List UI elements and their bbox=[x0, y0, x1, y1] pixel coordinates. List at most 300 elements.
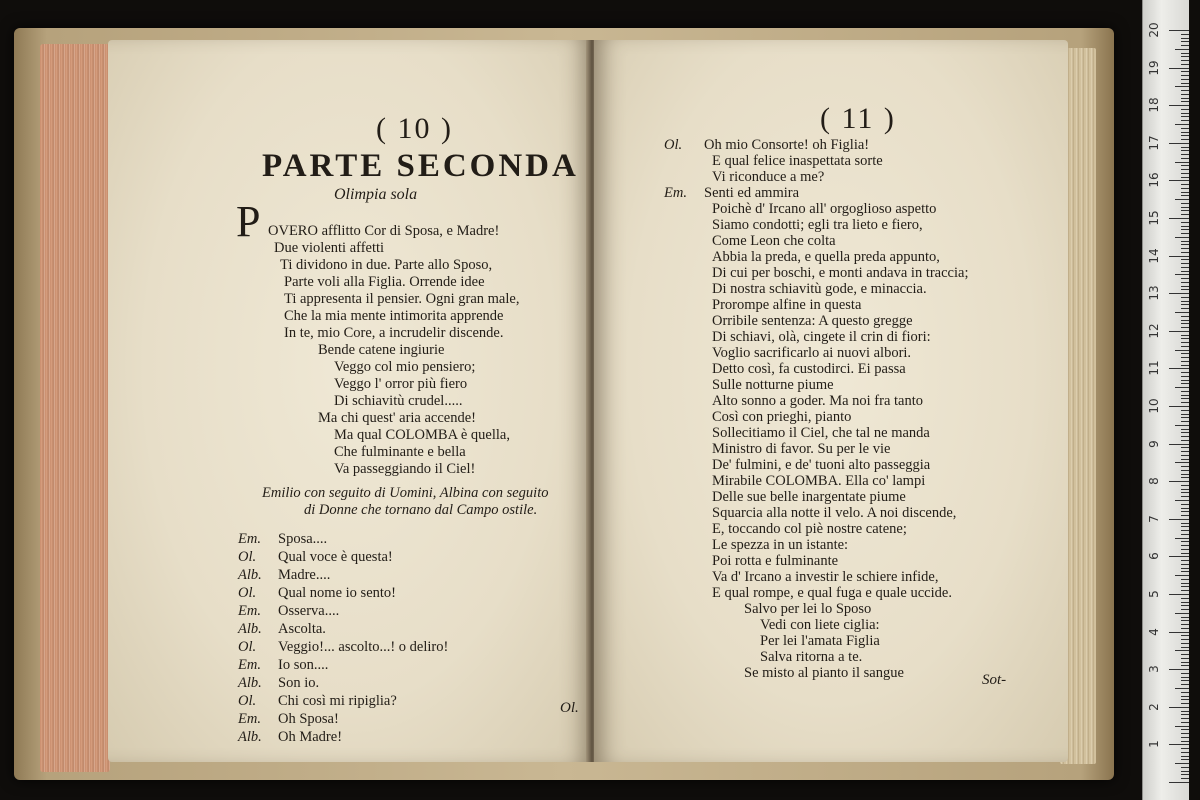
ruler-tick bbox=[1181, 195, 1189, 196]
ruler-tick bbox=[1181, 45, 1189, 46]
left-page bbox=[108, 40, 591, 762]
ruler-tick bbox=[1175, 575, 1189, 576]
ruler-tick bbox=[1181, 372, 1189, 373]
verse-line: Delle sue belle inargentate piume bbox=[712, 489, 906, 505]
ruler-tick bbox=[1181, 436, 1189, 437]
ruler-tick bbox=[1169, 444, 1189, 445]
dialogue-line bbox=[238, 622, 326, 637]
ruler-tick bbox=[1181, 759, 1189, 760]
ruler-tick bbox=[1181, 383, 1189, 384]
verse-line: Bende catene ingiurie bbox=[318, 342, 445, 358]
ruler-tick bbox=[1181, 398, 1189, 399]
ruler-label: 12 bbox=[1147, 323, 1161, 339]
ruler-tick bbox=[1181, 116, 1189, 117]
ruler-tick bbox=[1181, 692, 1189, 693]
ruler-tick bbox=[1181, 489, 1189, 490]
verse-line: Voglio sacrificarlo ai nuovi albori. bbox=[712, 345, 912, 361]
ruler-tick bbox=[1181, 545, 1189, 546]
verse-line: E qual felice inaspettata sorte bbox=[712, 153, 883, 169]
ruler-tick bbox=[1181, 233, 1189, 234]
verse-line: Alto sonno a goder. Ma noi fra tanto bbox=[712, 393, 924, 409]
dialogue-text: Oh Sposa! bbox=[278, 711, 339, 727]
catchword: Sot- bbox=[982, 672, 1007, 688]
ruler-tick bbox=[1181, 496, 1189, 497]
ruler-label: 16 bbox=[1147, 172, 1161, 189]
ruler-tick bbox=[1181, 523, 1189, 524]
ruler-tick bbox=[1181, 53, 1189, 54]
verse-line: Che fulminante e bella bbox=[334, 444, 466, 460]
verse-line: Salvo per lei lo Sposo bbox=[744, 601, 872, 617]
speaker-name: Alb. bbox=[238, 729, 262, 745]
ruler-tick bbox=[1169, 218, 1189, 219]
ruler-tick bbox=[1181, 316, 1189, 317]
ruler-tick bbox=[1181, 470, 1189, 471]
ruler-tick bbox=[1181, 628, 1189, 629]
ruler-tick bbox=[1175, 49, 1189, 50]
ruler-tick bbox=[1181, 139, 1189, 140]
ruler-tick bbox=[1181, 417, 1189, 418]
dialogue-line bbox=[238, 694, 397, 709]
ruler-tick bbox=[1175, 538, 1189, 539]
ruler-tick bbox=[1181, 474, 1189, 475]
ruler-tick bbox=[1181, 244, 1189, 245]
ruler-tick bbox=[1181, 643, 1189, 644]
speaker-name: Ol. bbox=[664, 137, 683, 153]
ruler-tick bbox=[1181, 203, 1189, 204]
verse-line: Squarcia alla notte il velo. A noi discende, bbox=[712, 505, 957, 521]
ruler-tick bbox=[1181, 718, 1189, 719]
speaker-name: Em. bbox=[238, 603, 261, 619]
ruler-tick bbox=[1181, 365, 1189, 366]
dialogue-text: Qual nome io sento! bbox=[278, 585, 396, 601]
ruler-tick bbox=[1181, 34, 1189, 35]
ruler-tick bbox=[1169, 481, 1189, 482]
verse-line: Va d' Ircano a investir le schiere infide, bbox=[712, 569, 939, 585]
ruler-tick bbox=[1181, 624, 1189, 625]
ruler-tick bbox=[1169, 293, 1189, 294]
ruler-tick bbox=[1181, 778, 1189, 779]
ruler-tick bbox=[1181, 609, 1189, 610]
stage-direction: Emilio con seguito di Uomini, Albina con seguito bbox=[262, 485, 549, 501]
ruler-tick bbox=[1181, 530, 1189, 531]
ruler-tick bbox=[1175, 726, 1189, 727]
ruler-tick bbox=[1181, 549, 1189, 550]
ruler-tick bbox=[1181, 83, 1189, 84]
ruler-tick bbox=[1181, 320, 1189, 321]
ruler-tick bbox=[1181, 515, 1189, 516]
dialogue-line bbox=[238, 730, 342, 745]
speaker-name: Ol. bbox=[238, 693, 257, 709]
dialogue-text: Madre.... bbox=[278, 567, 331, 583]
ruler-tick bbox=[1181, 342, 1189, 343]
ruler-tick bbox=[1181, 41, 1189, 42]
ruler-tick bbox=[1175, 199, 1189, 200]
speaker-name: Ol. bbox=[238, 549, 257, 565]
stage-direction: di Donne che tornano dal Campo ostile. bbox=[304, 502, 538, 518]
ruler-tick bbox=[1181, 353, 1189, 354]
verse-line: Che la mia mente intimorita apprende bbox=[284, 308, 504, 324]
ruler-tick bbox=[1169, 331, 1189, 332]
verse-line: OVERO afflitto Cor di Sposa, e Madre! bbox=[268, 223, 500, 239]
ruler-tick bbox=[1175, 763, 1189, 764]
ruler-tick bbox=[1169, 669, 1189, 670]
ruler-tick bbox=[1181, 414, 1189, 415]
verse-line: Sulle notturne piume bbox=[712, 377, 834, 393]
ruler-tick bbox=[1181, 64, 1189, 65]
dialogue-text: Osserva.... bbox=[278, 603, 340, 619]
ruler-tick bbox=[1181, 658, 1189, 659]
ruler-tick bbox=[1181, 748, 1189, 749]
ruler-tick bbox=[1181, 617, 1189, 618]
ruler-tick bbox=[1181, 568, 1189, 569]
ruler-tick bbox=[1181, 346, 1189, 347]
speaker-name: Em. bbox=[238, 657, 261, 673]
ruler-tick bbox=[1175, 274, 1189, 275]
ruler-tick bbox=[1181, 267, 1189, 268]
dialogue-text: Sposa.... bbox=[278, 531, 328, 547]
ruler-tick bbox=[1181, 271, 1189, 272]
ruler-tick bbox=[1181, 113, 1189, 114]
dialogue-text: Oh mio Consorte! oh Figlia! bbox=[704, 137, 870, 153]
drop-cap: P bbox=[236, 197, 261, 246]
ruler-tick bbox=[1181, 571, 1189, 572]
ruler-tick bbox=[1181, 38, 1189, 39]
ruler-tick bbox=[1181, 323, 1189, 324]
ruler-label: 11 bbox=[1147, 360, 1161, 377]
ruler-tick bbox=[1181, 94, 1189, 95]
ruler-tick bbox=[1181, 402, 1189, 403]
ruler-tick bbox=[1181, 602, 1189, 603]
verse-line: Abbia la preda, e quella preda appunto, bbox=[712, 249, 940, 265]
ruler-tick bbox=[1181, 376, 1189, 377]
verse-line: Veggo l' orror più fiero bbox=[334, 376, 468, 392]
verse-line: Di cui per boschi, e monti andava in traccia; bbox=[712, 265, 969, 281]
ruler-tick bbox=[1181, 534, 1189, 535]
ruler-label: 17 bbox=[1147, 135, 1161, 151]
ruler-tick bbox=[1175, 500, 1189, 501]
ruler-tick bbox=[1181, 248, 1189, 249]
ruler-tick bbox=[1175, 462, 1189, 463]
verse-line: E, toccando col piè nostre catene; bbox=[712, 521, 907, 537]
ruler-tick bbox=[1181, 214, 1189, 215]
ruler-label: 19 bbox=[1147, 59, 1161, 76]
verse-line: Sollecitiamo il Ciel, che tal ne manda bbox=[712, 425, 930, 441]
ruler-tick bbox=[1181, 579, 1189, 580]
verse-line: Per lei l'amata Figlia bbox=[760, 633, 880, 649]
ruler-label: 2 bbox=[1147, 702, 1161, 711]
ruler-tick bbox=[1181, 586, 1189, 587]
ruler-tick bbox=[1181, 263, 1189, 264]
ruler-tick bbox=[1181, 241, 1189, 242]
ruler-tick bbox=[1181, 696, 1189, 697]
ruler-tick bbox=[1181, 722, 1189, 723]
verse-line: Di schiavi, olà, cingete il crin di fiori: bbox=[712, 329, 931, 345]
ruler-tick bbox=[1181, 165, 1189, 166]
ruler-tick bbox=[1181, 647, 1189, 648]
page-edges-left bbox=[40, 44, 110, 772]
verse-line: Di schiavitù crudel..... bbox=[334, 393, 463, 409]
ruler-tick bbox=[1181, 150, 1189, 151]
ruler-tick bbox=[1181, 511, 1189, 512]
ruler-tick bbox=[1181, 680, 1189, 681]
ruler-tick bbox=[1181, 699, 1189, 700]
verse-line: Vedi con liete ciglia: bbox=[760, 617, 880, 633]
ruler-label: 20 bbox=[1147, 22, 1161, 38]
ruler-tick bbox=[1181, 210, 1189, 211]
dialogue-line bbox=[238, 676, 319, 691]
ruler-label: 18 bbox=[1147, 97, 1161, 113]
ruler-tick bbox=[1181, 466, 1189, 467]
ruler-tick bbox=[1181, 188, 1189, 189]
dialogue-line bbox=[664, 138, 869, 153]
ruler-tick bbox=[1181, 451, 1189, 452]
dialogue-text: Io son.... bbox=[278, 657, 329, 673]
ruler-label: 10 bbox=[1147, 398, 1161, 414]
ruler-label: 15 bbox=[1147, 210, 1161, 226]
ruler-tick bbox=[1181, 752, 1189, 753]
ruler-tick bbox=[1175, 425, 1189, 426]
verse-line: Salva ritorna a te. bbox=[760, 649, 863, 665]
dialogue-line bbox=[664, 186, 799, 201]
ruler-tick bbox=[1169, 180, 1189, 181]
ruler-tick bbox=[1181, 756, 1189, 757]
speaker-name: Ol. bbox=[238, 639, 257, 655]
ruler-tick bbox=[1181, 560, 1189, 561]
ruler-tick bbox=[1181, 654, 1189, 655]
verse-line: Prorompe alfine in questa bbox=[712, 297, 862, 313]
verse-line: E qual rompe, e qual fuga e quale uccide. bbox=[712, 585, 952, 601]
dialogue-line bbox=[238, 586, 396, 601]
dialogue-text: Ascolta. bbox=[278, 621, 326, 637]
ruler-tick bbox=[1175, 86, 1189, 87]
ruler-label: 13 bbox=[1147, 285, 1161, 301]
ruler-tick bbox=[1175, 237, 1189, 238]
ruler-label: 4 bbox=[1147, 627, 1161, 636]
ruler-tick bbox=[1181, 635, 1189, 636]
ruler-label: 7 bbox=[1147, 514, 1161, 523]
ruler-tick bbox=[1181, 184, 1189, 185]
dialogue-line bbox=[238, 568, 330, 583]
verse-line: Di nostra schiavitù gode, e minaccia. bbox=[712, 281, 927, 297]
ruler-tick bbox=[1181, 429, 1189, 430]
ruler-tick bbox=[1181, 357, 1189, 358]
ruler-tick bbox=[1169, 744, 1189, 745]
ruler-tick bbox=[1181, 447, 1189, 448]
dialogue-line bbox=[238, 658, 328, 673]
ruler-tick bbox=[1181, 620, 1189, 621]
ruler-tick bbox=[1181, 741, 1189, 742]
ruler-tick bbox=[1181, 207, 1189, 208]
ruler-tick bbox=[1181, 541, 1189, 542]
ruler-tick bbox=[1181, 733, 1189, 734]
speaker-name: Em. bbox=[664, 185, 687, 201]
ruler-tick bbox=[1181, 338, 1189, 339]
ruler-tick bbox=[1181, 605, 1189, 606]
ruler-tick bbox=[1181, 282, 1189, 283]
verse-line: Detto così, fa custodirci. Ei passa bbox=[712, 361, 906, 377]
verse-line: Se misto al pianto il sangue bbox=[744, 665, 904, 681]
ruler-tick bbox=[1175, 387, 1189, 388]
ruler-tick bbox=[1175, 124, 1189, 125]
ruler-tick bbox=[1175, 650, 1189, 651]
speaker-name: Em. bbox=[238, 711, 261, 727]
ruler-tick bbox=[1181, 410, 1189, 411]
ruler-tick bbox=[1181, 259, 1189, 260]
right-page bbox=[594, 40, 1068, 762]
ruler-tick bbox=[1181, 677, 1189, 678]
ruler-tick bbox=[1181, 492, 1189, 493]
ruler-tick bbox=[1181, 79, 1189, 80]
ruler-tick bbox=[1181, 391, 1189, 392]
ruler-tick bbox=[1169, 105, 1189, 106]
ruler-label: 9 bbox=[1147, 439, 1161, 448]
ruler-tick bbox=[1169, 519, 1189, 520]
verse-line: Poi rotta e fulminante bbox=[712, 553, 839, 569]
page-subtitle: Olimpia sola bbox=[334, 186, 418, 203]
ruler-tick bbox=[1181, 101, 1189, 102]
ruler-tick bbox=[1181, 459, 1189, 460]
verse-line: In te, mio Core, a incrudelir discende. bbox=[284, 325, 504, 341]
speaker-name: Alb. bbox=[238, 675, 262, 691]
ruler-tick bbox=[1181, 553, 1189, 554]
verse-line: Siamo condotti; egli tra lieto e fiero, bbox=[712, 217, 923, 233]
catchword: Ol. bbox=[560, 700, 579, 716]
ruler-tick bbox=[1181, 440, 1189, 441]
ruler-tick bbox=[1175, 688, 1189, 689]
ruler-tick bbox=[1169, 707, 1189, 708]
ruler-tick bbox=[1169, 782, 1189, 783]
ruler-tick bbox=[1181, 526, 1189, 527]
ruler-tick bbox=[1181, 335, 1189, 336]
ruler-tick bbox=[1181, 173, 1189, 174]
ruler-tick bbox=[1181, 158, 1189, 159]
ruler-tick bbox=[1181, 286, 1189, 287]
verse-line: Ma qual COLOMBA è quella, bbox=[334, 427, 510, 443]
ruler-tick bbox=[1181, 301, 1189, 302]
ruler-tick bbox=[1181, 169, 1189, 170]
page-number-right: ( 11 ) bbox=[820, 102, 896, 135]
speaker-name: Em. bbox=[238, 531, 261, 547]
ruler-tick bbox=[1181, 147, 1189, 148]
ruler-tick bbox=[1175, 613, 1189, 614]
ruler-tick bbox=[1181, 665, 1189, 666]
ruler-tick bbox=[1181, 109, 1189, 110]
ruler-tick bbox=[1181, 278, 1189, 279]
ruler-tick bbox=[1181, 90, 1189, 91]
ruler-tick bbox=[1181, 714, 1189, 715]
measuring-ruler bbox=[1142, 0, 1189, 800]
ruler-tick bbox=[1181, 395, 1189, 396]
verse-line: Ma chi quest' aria accende! bbox=[318, 410, 476, 426]
verse-line: Due violenti affetti bbox=[274, 240, 385, 256]
ruler-label: 1 bbox=[1147, 740, 1161, 749]
verse-line: Va passeggiando il Ciel! bbox=[334, 461, 476, 477]
ruler-tick bbox=[1169, 406, 1189, 407]
ruler-tick bbox=[1181, 177, 1189, 178]
ruler-tick bbox=[1181, 154, 1189, 155]
ruler-tick bbox=[1181, 703, 1189, 704]
ruler-tick bbox=[1169, 632, 1189, 633]
speaker-name: Ol. bbox=[238, 585, 257, 601]
ruler-tick bbox=[1169, 556, 1189, 557]
ruler-tick bbox=[1169, 368, 1189, 369]
ruler-tick bbox=[1181, 192, 1189, 193]
ruler-tick bbox=[1181, 75, 1189, 76]
dialogue-line bbox=[238, 550, 393, 565]
ruler-tick bbox=[1181, 774, 1189, 775]
ruler-tick bbox=[1181, 120, 1189, 121]
ruler-tick bbox=[1181, 598, 1189, 599]
ruler-tick bbox=[1181, 771, 1189, 772]
ruler-tick bbox=[1181, 226, 1189, 227]
ruler-label: 8 bbox=[1147, 477, 1161, 486]
dialogue-line bbox=[238, 532, 327, 547]
page-title: PARTE SECONDA bbox=[262, 148, 579, 184]
ruler-tick bbox=[1175, 312, 1189, 313]
ruler-tick bbox=[1181, 564, 1189, 565]
dialogue-line bbox=[238, 712, 339, 727]
ruler-tick bbox=[1181, 684, 1189, 685]
ruler-tick bbox=[1181, 590, 1189, 591]
speaker-name: Alb. bbox=[238, 567, 262, 583]
ruler-tick bbox=[1181, 737, 1189, 738]
ruler-tick bbox=[1181, 361, 1189, 362]
ruler-tick bbox=[1181, 508, 1189, 509]
page-number-left: ( 10 ) bbox=[376, 112, 453, 145]
ruler-tick bbox=[1181, 71, 1189, 72]
verse-line: Ti dividono in due. Parte allo Sposo, bbox=[280, 257, 493, 273]
ruler-tick bbox=[1169, 256, 1189, 257]
ruler-tick bbox=[1181, 327, 1189, 328]
dialogue-text: Veggio!... ascolto...! o deliro! bbox=[278, 639, 449, 655]
ruler-label: 14 bbox=[1147, 247, 1161, 264]
ruler-tick bbox=[1181, 504, 1189, 505]
dialogue-text: Oh Madre! bbox=[278, 729, 343, 745]
ruler-tick bbox=[1181, 421, 1189, 422]
ruler-tick bbox=[1181, 380, 1189, 381]
ruler-tick bbox=[1181, 222, 1189, 223]
ruler-tick bbox=[1181, 229, 1189, 230]
ruler-tick bbox=[1181, 308, 1189, 309]
ruler-tick bbox=[1181, 56, 1189, 57]
verse-line: Ti appresenta il pensier. Ogni gran male, bbox=[284, 291, 520, 307]
ruler-tick bbox=[1181, 132, 1189, 133]
ruler-tick bbox=[1169, 594, 1189, 595]
ruler-tick bbox=[1181, 711, 1189, 712]
dialogue-text: Son io. bbox=[278, 675, 320, 691]
verse-line: Ministro di favor. Su per le vie bbox=[712, 441, 891, 457]
dialogue-text: Chi così mi ripiglia? bbox=[278, 693, 397, 709]
verse-line: Come Leon che colta bbox=[712, 233, 836, 249]
ruler-tick bbox=[1181, 767, 1189, 768]
ruler-tick bbox=[1181, 485, 1189, 486]
ruler-label: 3 bbox=[1147, 665, 1161, 674]
verse-line: Veggo col mio pensiero; bbox=[334, 359, 476, 375]
ruler-tick bbox=[1181, 455, 1189, 456]
ruler-tick bbox=[1181, 477, 1189, 478]
ruler-tick bbox=[1175, 162, 1189, 163]
verse-line: Mirabile COLOMBA. Ella co' lampi bbox=[712, 473, 926, 489]
ruler-tick bbox=[1169, 143, 1189, 144]
ruler-label: 5 bbox=[1147, 590, 1161, 598]
verse-line: Parte voli alla Figlia. Orrende idee bbox=[284, 274, 485, 290]
ruler-tick bbox=[1169, 68, 1189, 69]
ruler-tick bbox=[1181, 729, 1189, 730]
ruler-tick bbox=[1181, 639, 1189, 640]
ruler-tick bbox=[1181, 98, 1189, 99]
verse-line: Poichè d' Ircano all' orgoglioso aspetto bbox=[712, 201, 937, 217]
ruler-tick bbox=[1181, 673, 1189, 674]
